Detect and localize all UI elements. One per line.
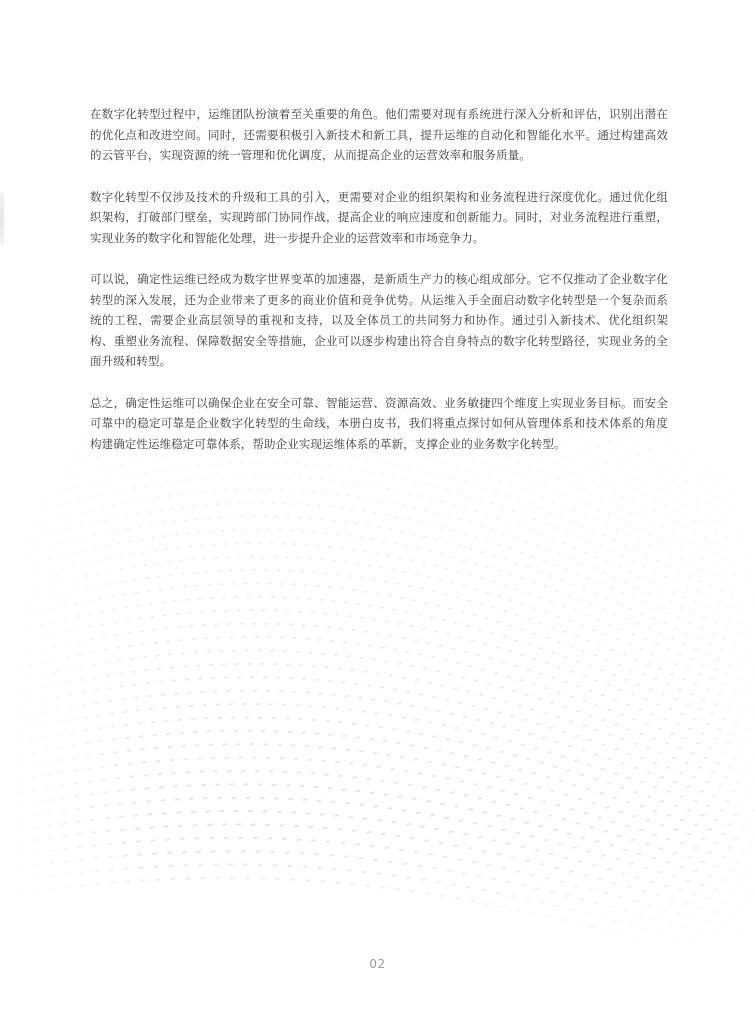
- page-number: 02: [369, 957, 386, 971]
- body-text: [90, 104, 668, 475]
- paragraph-2: 数字化转型不仅涉及技术的升级和工具的引入，更需要对企业的组织架构和业务流程进行深度优化。通过优化组织架构，打破部门壁垒，实现跨部门协同作战，提高企业的响应速度和创新能力。同时，对业务流程进行重塑，实现业务的数字化和智能化处理，进一步提升企业的运营效率和市场竞争力。: [90, 189, 668, 245]
- paragraph-4: 总之，确定性运维可以确保企业在安全可靠、智能运营、资源高效、业务敏捷四个维度上实现业务目标。而安全可靠中的稳定可靠是企业数字化转型的生命线，本册白皮书，我们将重点探讨如何从管理体系和技术体系的角度构建确定性运维稳定可靠体系，帮助企业实现运维体系的革新，支撑企业的业务数字化转型。: [90, 395, 668, 451]
- paragraph-1: 在数字化转型过程中，运维团队扮演着至关重要的角色。他们需要对现有系统进行深入分析和评估，识别出潜在的优化点和改进空间。同时，还需要积极引入新技术和新工具，提升运维的自动化和智能化水平。通过构建高效的云管平台，实现资源的统一管理和优化调度，从而提高企业的运营效率和服务质量。: [90, 107, 668, 162]
- paragraph-3: 可以说，确定性运维已经成为数字世界变革的加速器，是新质生产力的核心组成部分。它不仅推动了企业数字化转型的深入发展，还为企业带来了更多的商业价值和竞争优势。从运维入手全面启动数字化转型是一个复杂而系统的工程，需要企业高层领导的重视和支持，以及全体员工的共同努力和协作。通过引入新技术、优化组织架构、重塑业务流程、保障数据安全等措施，企业可以逐步构建出符合自身特点的数字化转型路径，实现业务的全面升级和转型。: [90, 272, 668, 368]
